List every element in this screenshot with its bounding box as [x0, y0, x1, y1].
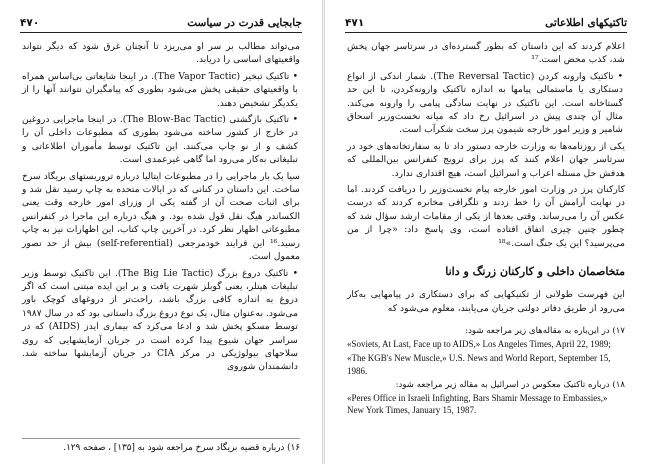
section-heading: متخاصمان داخلی و کارکنان زرنگ و دانا: [445, 265, 625, 279]
right-running-header: [345, 12, 627, 33]
left-page: [0, 0, 322, 464]
paragraph: • تاکتیک بازگشتی (The Blow-Bac Tactic). در اینجا ماجرایی دروغین در خارج از کشور ساخته می‌شود بطوری که مطبوعات داخلی آن را کشف و از نو چاپ می‌کنند. این تاکتیک توسط مأموران اطلاعاتی و تبلیغاتی به‌کار می‌رود اما گاهی غیرعمدی است.: [22, 114, 298, 166]
right-page-number: ۴۷۱: [345, 17, 365, 29]
footnote-persian: ۱۷) در این‌باره به مقاله‌های زیر مراجعه شود:: [465, 325, 625, 336]
paragraph: • تاکتیک دروغ بزرگ (The Big Lie Tactic). این تاکتیک توسط وزیر تبلیغات هیتلر، یعنی گوبلز شهرت یافت و بر این ایده مبتنی است که اگر دروغ به اندازه کافی بزرگ باشد، راحت‌تر از دروغهای کوچک باور می‌شود. به‌عنوان مثال، یک نوع دروغ بزرگ داستانی بود که در سال ۱۹۸۷ توسط مسکو پخش شد و ادعا می‌کرد که بیماری ایدز (AIDS) که در سراسر جهان شیوع پیدا کرده است در جریان آزمایشهایی که روی سلاحهای بیولوژیکی در مرکز CIA در جریان آزمایشها ساخته شد. دانشمندان شوروی: [22, 267, 299, 373]
left-body-text: [22, 40, 300, 377]
right-header-title: تاکتیکهای اطلاعاتی: [545, 17, 627, 29]
footnote-citation: «Soviets, At Last, Face up to AIDS,» Los Angeles Times, April 22, 1989;: [347, 338, 611, 349]
footnote-persian: ۱۸) درباره تاکتیک معکوس در اسرائیل به مقاله زیر مراجعه شود:: [395, 380, 625, 391]
footnote-citation: «Peres Office in Israeli Infighting, Bars Shamir Message to Embassies,» New York Times, January 15, 1987.: [347, 392, 608, 416]
left-header-title: جابجایی قدرت در سیاست: [187, 17, 302, 29]
paragraph: این فهرست طولانی از تکنیکهایی که برای دستکاری در پیامهایی به‌کار می‌رود از طریق دفاتر دولتی جریان می‌یابند، معلوم می‌شود که: [347, 289, 625, 314]
paragraph: • تاکتیک تبخیر (The Vapor Tactic). در اینجا شایعاتی بی‌اساس همراه با واقعیتهای حقیقی پخش می‌شود بطوری که پیامگیران نتوانند آنها را از یکدیگر تشخیص دهند.: [22, 70, 298, 109]
right-footnotes: [347, 325, 625, 417]
left-page-number: ۴۷۰: [20, 17, 40, 29]
paragraph: سیا یک بار ماجرایی را در مطبوعات ایتالیا درباره تروریستهای بریگاد سرخ ساخت. این داستان در کنانی که در ایالات متحده به چاپ رسید نقل شد و برای اثبات صحت آن از گفته یکی از وزرای امور خارجه وقت یعنی الکساندر هیگ نقل قول شده بود. و هیگ درباره این ماجرا در کنفرانس مطبوعاتی اظهار نظر کرد. در آخرین چاپ کتاب، این اظهارات نیز به چاپ رسید.¹⁶ این فرایند خودمرجعی (self-referential) بیش از حد تصور معمول است.: [22, 170, 300, 263]
paragraph: یکی از روزنامه‌ها به وزارت خارجه دستور داد تا به سفارتخانه‌های خود در سرتاسر جهان اعلام کنند که پرز برای ترویج کنفرانس بین‌المللی که هدفش حل مسئله اعراب و اسرائیل است، هیچ اقتداری ندارد.: [347, 140, 625, 179]
paragraph: اعلام کردند که این داستان که بطور گسترده‌ای در سرتاسر جهان پخش شد، کذب محض است.¹⁷: [347, 41, 625, 66]
paragraph: می‌تواند مطالب بر سر او می‌ریزد تا آنچنان غرق شود که دیگر نتواند واقعیتهای اساسی را دریابد.: [22, 41, 300, 66]
right-body-text: [347, 40, 625, 419]
left-running-header: [20, 12, 302, 33]
right-page: [325, 0, 647, 464]
paragraph: • تاکتیک وارونه کردن (The Reversal Tactic). شمار اندکی از انواع دستکاری یا ماستمالی پیامها به اندازه تاکتیک وارونه‌کردن، تا این حد گستاخانه است. این تاکتیک در نهایت سادگی پیامی را وارونه می‌کند. مثال آن چندی پیش در اسرائیل رخ داد که میانه نخست‌وزیر اسحاق شامیر و وزیر امور خارجه شیمون پرز سخت شکرآب است.: [347, 70, 623, 136]
footnote-citation: «The KGB's New Muscle,» U.S. News and World Report, September 15, 1986.: [347, 353, 611, 376]
paragraph: کارکنان پرز در وزارت امور خارجه پیام نخست‌وزیر را دریافت کردند. اما در نهایت آرامش آن را خط زدند و تلگرافی مخابره کردند که درست عکس آن را می‌رساند. وقتی بعدها از یکی از مقامات ارشد سؤال شد که چطور چنین چیزی اتفاق افتاده است، وی پاسخ داد: «چرا از من می‌پرسید؟ این یک جنگ است.»¹⁸: [347, 184, 625, 249]
left-footnote: ۱۶) درباره قضیه بریگاد سرخ مراجعه شود به [۱۳۵] ، صفحه ۱۲۹.: [22, 438, 300, 454]
